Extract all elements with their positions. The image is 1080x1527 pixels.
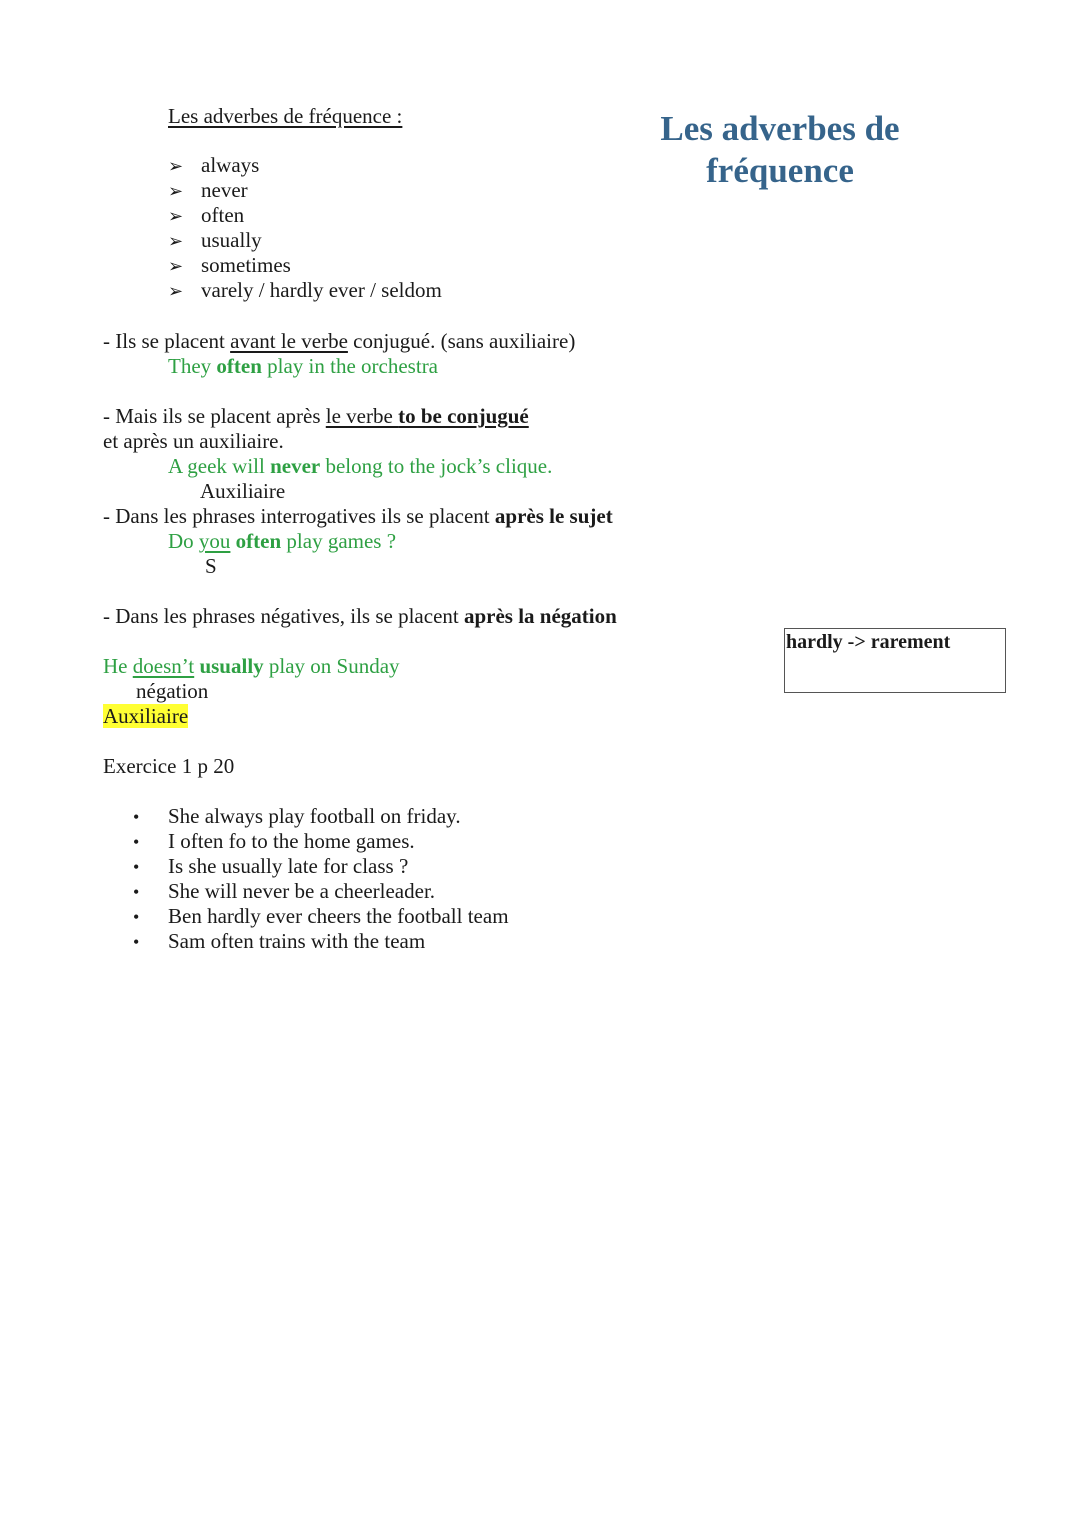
rule-3: - Dans les phrases interrogatives ils se placent après le sujet bbox=[103, 504, 613, 528]
list-item: ➢ always bbox=[168, 153, 260, 177]
exercise-list bbox=[133, 804, 509, 954]
arrow-bullet-icon: ➢ bbox=[168, 181, 184, 202]
rule-4: - Dans les phrases négatives, ils se placent après la négation bbox=[103, 604, 617, 628]
list-item: ➢ varely / hardly ever / seldom bbox=[168, 278, 442, 302]
arrow-bullet-icon: ➢ bbox=[168, 231, 184, 252]
bullet-icon: • bbox=[133, 932, 140, 952]
bullet-icon: • bbox=[133, 907, 140, 927]
exercise-title: Exercice 1 p 20 bbox=[103, 754, 235, 778]
section-heading: Les adverbes de fréquence : bbox=[168, 104, 403, 128]
list-item: • Sam often trains with the team bbox=[133, 929, 426, 953]
list-item: ➢ often bbox=[168, 203, 245, 227]
bullet-icon: • bbox=[133, 832, 140, 852]
list-item: ➢ never bbox=[168, 178, 248, 202]
bullet-icon: • bbox=[133, 882, 140, 902]
arrow-bullet-icon: ➢ bbox=[168, 256, 184, 277]
arrow-bullet-icon: ➢ bbox=[168, 156, 184, 177]
list-item: ➢ usually bbox=[168, 228, 262, 252]
rule-1: - Ils se placent avant le verbe conjugué. (sans auxiliaire) bbox=[103, 329, 576, 353]
example-4-note-auxiliary: Auxiliaire bbox=[103, 704, 189, 728]
list-item: • Is she usually late for class ? bbox=[133, 854, 409, 878]
bullet-icon: • bbox=[133, 807, 140, 827]
rule-2-line-2: et après un auxiliaire. bbox=[103, 429, 284, 453]
example-1: They often play in the orchestra bbox=[168, 354, 439, 378]
page-title-line-2: fréquence bbox=[706, 151, 854, 190]
list-item: • She will never be a cheerleader. bbox=[133, 879, 436, 903]
example-3: Do you often play games ? bbox=[168, 529, 397, 553]
list-item: • I often fo to the home games. bbox=[133, 829, 415, 853]
example-2-note: Auxiliaire bbox=[200, 479, 286, 503]
example-4: He doesn’t usually play on Sunday bbox=[103, 654, 400, 678]
list-item: ➢ sometimes bbox=[168, 253, 291, 277]
page-title bbox=[640, 108, 920, 192]
example-4-note-negation: négation bbox=[136, 679, 209, 703]
note-box bbox=[784, 628, 1006, 693]
bullet-icon: • bbox=[133, 857, 140, 877]
example-2: A geek will never belong to the jock’s clique. bbox=[168, 454, 553, 478]
arrow-bullet-icon: ➢ bbox=[168, 281, 184, 302]
list-item: • She always play football on friday. bbox=[133, 804, 461, 828]
list-item: • Ben hardly ever cheers the football team bbox=[133, 904, 509, 928]
adverb-list bbox=[168, 153, 442, 303]
arrow-bullet-icon: ➢ bbox=[168, 206, 184, 227]
note-box-text: hardly -> rarement bbox=[786, 631, 951, 653]
example-3-note: S bbox=[205, 554, 217, 578]
rule-2: - Mais ils se placent après le verbe to be conjugué bbox=[103, 404, 529, 428]
page-title-line-1: Les adverbes de bbox=[660, 109, 900, 148]
